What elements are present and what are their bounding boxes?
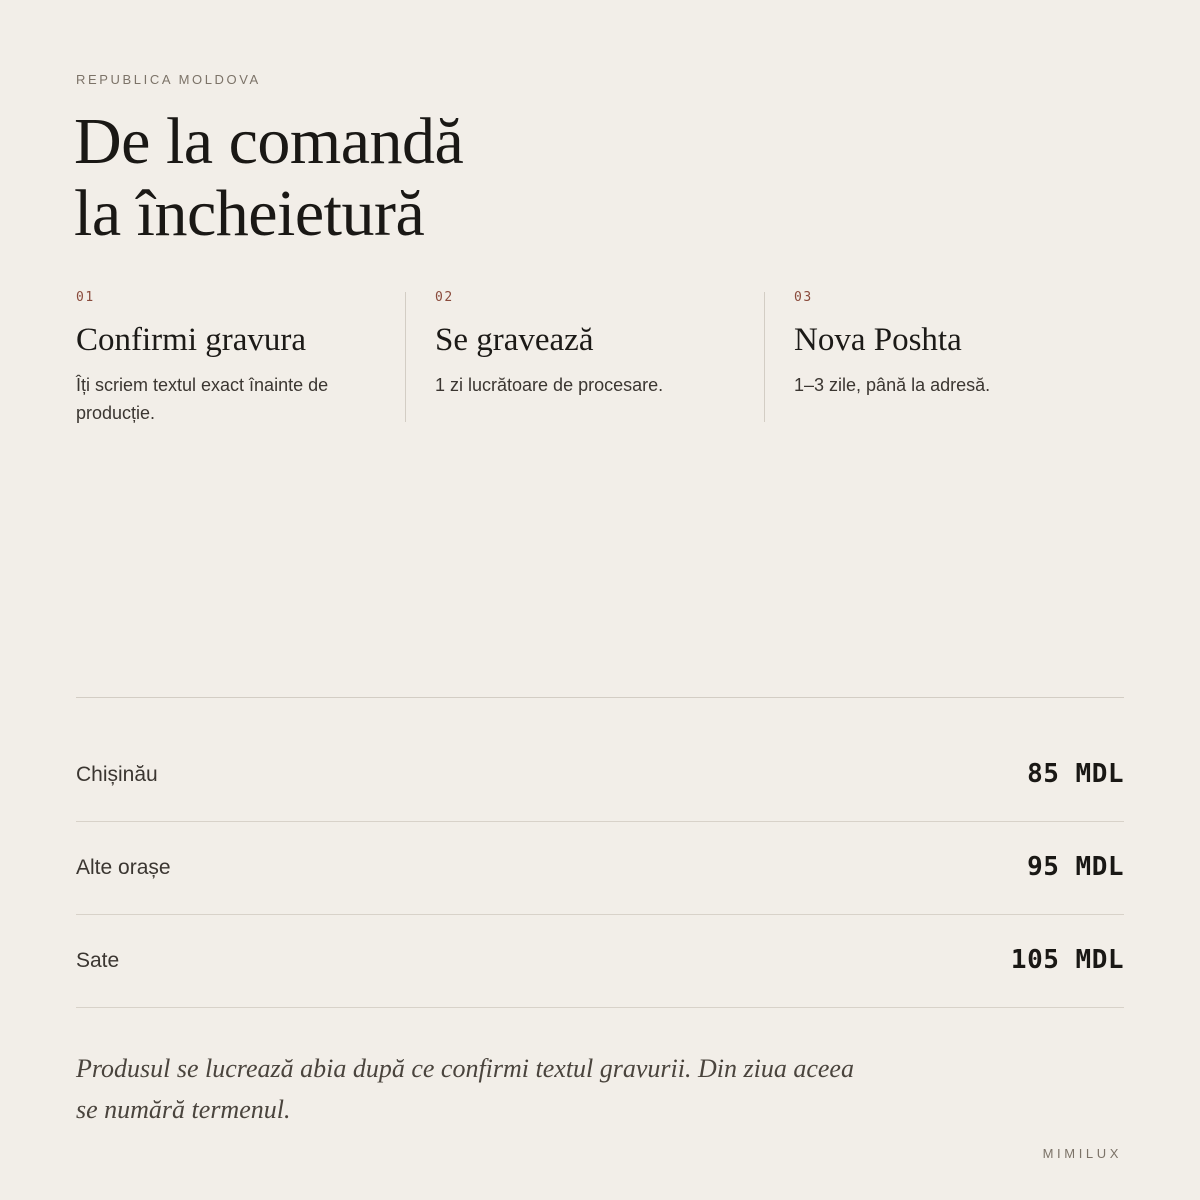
production-note: Produsul se lucrează abia după ce confirmi textul gravurii. Din ziua aceea se numără termenul. — [76, 1054, 854, 1124]
delivery-price-list — [76, 729, 1124, 1008]
page-title-line-1: De la comandă — [74, 105, 464, 178]
step-divider — [764, 292, 765, 422]
price-value: 95 MDL — [1027, 852, 1124, 882]
step-number: 02 — [435, 290, 454, 305]
price-location: Chișinău — [76, 763, 158, 786]
price-row — [76, 915, 1124, 1008]
page-title-line-2: la încheietură — [74, 177, 425, 250]
step-engraving — [435, 288, 735, 422]
price-value: 85 MDL — [1027, 759, 1124, 789]
price-location: Sate — [76, 949, 120, 972]
step-number: 01 — [76, 290, 95, 305]
step-description: Îți scriem textul exact înainte de producție. — [76, 375, 329, 423]
step-number: 03 — [794, 290, 813, 305]
process-steps — [76, 288, 1124, 422]
step-title: Nova Poshta — [794, 322, 962, 358]
step-divider — [405, 292, 406, 422]
section-divider — [76, 697, 1124, 698]
price-row — [76, 822, 1124, 915]
step-description: 1 zi lucrătoare de procesare. — [435, 375, 664, 395]
brand-wordmark: MIMILUX — [1042, 1146, 1122, 1161]
step-title: Se gravează — [435, 322, 594, 358]
eyebrow-label: REPUBLICA MOLDOVA — [76, 72, 261, 87]
price-value: 105 MDL — [1010, 945, 1124, 975]
step-delivery — [794, 288, 1094, 422]
price-row — [76, 729, 1124, 822]
step-title: Confirmi gravura — [76, 322, 307, 358]
page-title — [74, 106, 463, 250]
step-description: 1–3 zile, până la adresă. — [794, 375, 991, 395]
step-confirm-engraving — [76, 288, 376, 422]
price-location: Alte orașe — [76, 856, 171, 879]
